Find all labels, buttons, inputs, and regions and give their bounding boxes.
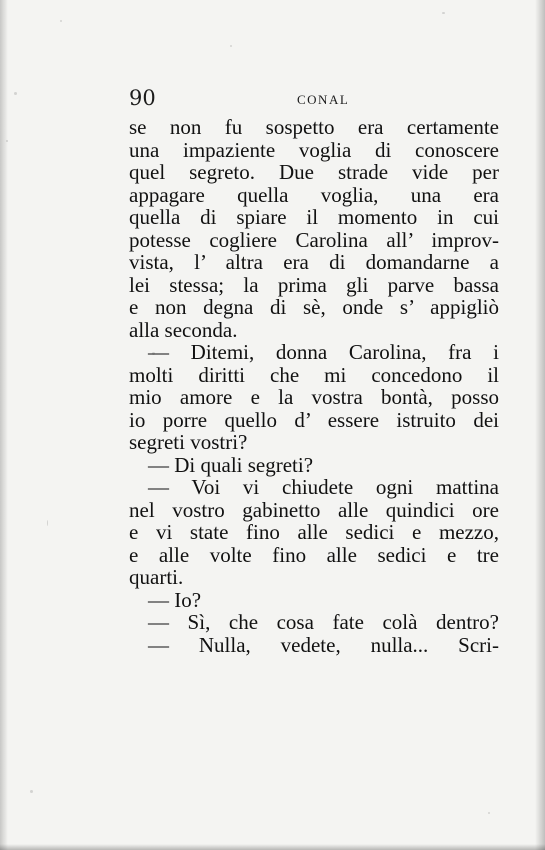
dialogue-line: — Voi vi chiudete ogni mattina — [148, 475, 499, 499]
dialogue-line: — Di quali segreti? — [148, 452, 314, 477]
dialogue-line: — Sì, che cosa fate colà dentro? — [148, 610, 499, 634]
paper-speck — [488, 812, 490, 814]
paper-speck — [230, 45, 232, 47]
page-left-shadow — [0, 0, 8, 850]
paper-speck — [60, 20, 62, 22]
paper-speck — [6, 140, 8, 142]
page-number: 90 — [129, 86, 156, 110]
text-line: appagare quella voglia, una era — [129, 182, 499, 207]
text-line: molti diritti che mi concedono il — [129, 362, 499, 387]
text-line: e non degna di sè, onde s’ appigliò — [129, 295, 499, 319]
text-line: mio amore e la vostra bontà, posso — [129, 385, 499, 409]
text-line: vista, l’ altra era di domandarne a — [129, 250, 499, 274]
page-right-shadow — [535, 0, 545, 850]
text-line: quarti. — [129, 565, 184, 589]
text-line: e vi state fino alle sedici e mezzo, — [129, 520, 499, 544]
text-line: potesse cogliere Carolina all’ improv- — [129, 227, 499, 252]
paper-speck — [47, 520, 48, 526]
page-bottom-shadow — [0, 844, 545, 850]
dialogue-line: — Nulla, vedete, nulla... Scri- — [148, 632, 499, 657]
text-line: io porre quello d’ essere istruito dei — [129, 407, 499, 432]
text-line: quel segreto. Due strade vide per — [129, 160, 499, 184]
paper-speck — [14, 92, 17, 95]
text-line: una impaziente voglia di conoscere — [129, 137, 499, 162]
page-header — [129, 86, 499, 112]
text-line: e alle volte fino alle sedici e tre — [129, 542, 499, 567]
running-head: CONAL — [297, 92, 350, 107]
paper-speck — [442, 12, 445, 14]
dialogue-line: — Io? — [148, 587, 202, 612]
text-line: segreti vostri? — [129, 430, 248, 454]
text-line: lei stessa; la prima gli parve bassa — [129, 272, 499, 297]
dialogue-line: — Ditemi, donna Carolina, fra i — [148, 340, 499, 364]
text-line: alla seconda. — [129, 317, 238, 342]
text-line: nel vostro gabinetto alle quindici ore — [129, 497, 499, 522]
paper-speck — [30, 790, 33, 793]
text-line: quella di spiare il momento in cui — [129, 205, 499, 229]
text-line: se non fu sospetto era certamente — [129, 115, 499, 139]
body-text — [129, 116, 499, 656]
